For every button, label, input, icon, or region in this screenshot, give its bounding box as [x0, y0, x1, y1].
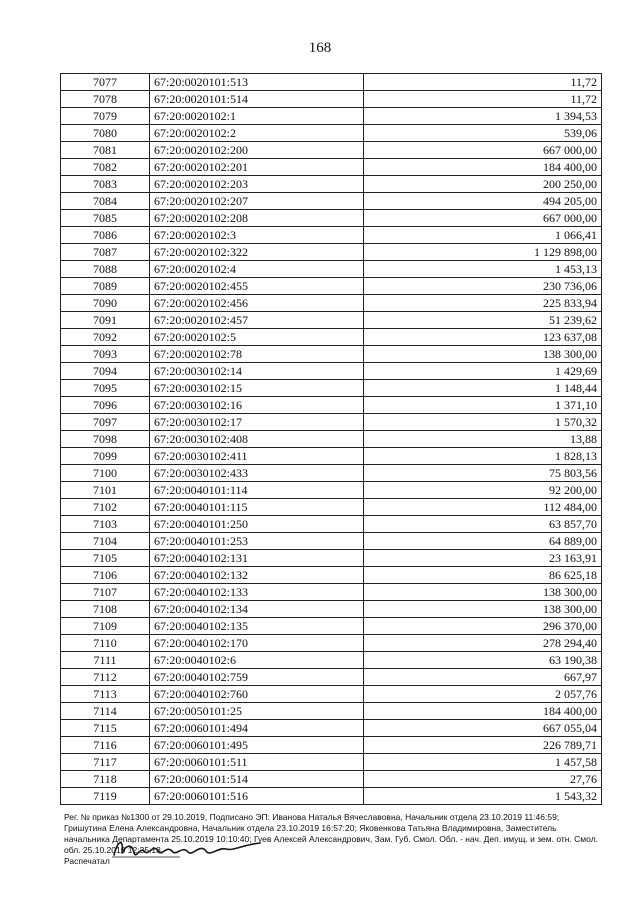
registration-text: Рег. № приказ №1300 от 29.10.2019, Подписано ЭП: Иванова Наталья Вячеславовна, Начальник отдела 23.10.2019 11:46:59; Гришутина Елена Александровна, Начальник отдела 23.10.2019 16:57:20; Яковенкова Татьяна Владимировна, Заместитель начальника Департамента 25.10.2019 10:10:40; Гуев Алексей Александрович, Зам. Губ. Смол. Обл. - нач. Деп. имущ. и зем. отн. Смол. обл. 25.10.2019 12:35:18, [64, 812, 599, 855]
table-row [61, 533, 602, 550]
table-row [61, 737, 602, 754]
row-number-cell: 7109 [61, 618, 150, 635]
cadastral-value-cell: 112 484,00 [364, 499, 602, 516]
cadastral-value-cell: 1 429,69 [364, 363, 602, 380]
cadastral-number-cell: 67:20:0020102:5 [150, 329, 364, 346]
table-row [61, 788, 602, 805]
cadastral-number-cell: 67:20:0040101:115 [150, 499, 364, 516]
table-row [61, 346, 602, 363]
cadastral-value-cell: 278 294,40 [364, 635, 602, 652]
cadastral-value-cell: 1 543,32 [364, 788, 602, 805]
cadastral-value-cell: 1 828,13 [364, 448, 602, 465]
cadastral-number-cell: 67:20:0020102:207 [150, 193, 364, 210]
row-number-cell: 7080 [61, 125, 150, 142]
cadastral-value-cell: 23 163,91 [364, 550, 602, 567]
table-row [61, 261, 602, 278]
cadastral-number-cell: 67:20:0040102:135 [150, 618, 364, 635]
cadastral-value-cell: 11,72 [364, 91, 602, 108]
cadastral-number-cell: 67:20:0040102:6 [150, 652, 364, 669]
cadastral-value-cell: 138 300,00 [364, 601, 602, 618]
cadastral-number-cell: 67:20:0020102:78 [150, 346, 364, 363]
row-number-cell: 7103 [61, 516, 150, 533]
cadastral-number-cell: 67:20:0060101:511 [150, 754, 364, 771]
cadastral-value-cell: 86 625,18 [364, 567, 602, 584]
table-row [61, 74, 602, 91]
row-number-cell: 7118 [61, 771, 150, 788]
cadastral-value-cell: 92 200,00 [364, 482, 602, 499]
row-number-cell: 7088 [61, 261, 150, 278]
table-row [61, 771, 602, 788]
row-number-cell: 7115 [61, 720, 150, 737]
cadastral-value-cell: 64 889,00 [364, 533, 602, 550]
cadastral-number-cell: 67:20:0030102:16 [150, 397, 364, 414]
cadastral-number-cell: 67:20:0050101:25 [150, 703, 364, 720]
row-number-cell: 7101 [61, 482, 150, 499]
cadastral-number-cell: 67:20:0040102:133 [150, 584, 364, 601]
cadastral-value-table [60, 73, 602, 805]
table-row [61, 363, 602, 380]
cadastral-number-cell: 67:20:0030102:411 [150, 448, 364, 465]
cadastral-value-cell: 225 833,94 [364, 295, 602, 312]
cadastral-value-cell: 1 066,41 [364, 227, 602, 244]
row-number-cell: 7105 [61, 550, 150, 567]
cadastral-number-cell: 67:20:0020102:208 [150, 210, 364, 227]
table-row [61, 584, 602, 601]
cadastral-value-cell: 1 129 898,00 [364, 244, 602, 261]
cadastral-number-cell: 67:20:0030102:433 [150, 465, 364, 482]
cadastral-number-cell: 67:20:0020102:4 [150, 261, 364, 278]
table-row [61, 295, 602, 312]
cadastral-value-cell: 230 736,06 [364, 278, 602, 295]
row-number-cell: 7111 [61, 652, 150, 669]
cadastral-value-cell: 200 250,00 [364, 176, 602, 193]
table-row [61, 244, 602, 261]
table-row [61, 210, 602, 227]
cadastral-number-cell: 67:20:0020102:455 [150, 278, 364, 295]
cadastral-value-cell: 27,76 [364, 771, 602, 788]
table-row [61, 193, 602, 210]
table-row [61, 159, 602, 176]
row-number-cell: 7098 [61, 431, 150, 448]
table-row [61, 567, 602, 584]
row-number-cell: 7091 [61, 312, 150, 329]
table-row [61, 686, 602, 703]
table-row [61, 601, 602, 618]
table-row [61, 176, 602, 193]
cadastral-value-cell: 1 457,58 [364, 754, 602, 771]
row-number-cell: 7100 [61, 465, 150, 482]
table-row [61, 380, 602, 397]
table-row [61, 278, 602, 295]
cadastral-value-cell: 2 057,76 [364, 686, 602, 703]
cadastral-number-cell: 67:20:0060101:495 [150, 737, 364, 754]
table-row [61, 142, 602, 159]
table-row [61, 329, 602, 346]
row-number-cell: 7097 [61, 414, 150, 431]
cadastral-number-cell: 67:20:0020102:457 [150, 312, 364, 329]
cadastral-value-cell: 667,97 [364, 669, 602, 686]
row-number-cell: 7112 [61, 669, 150, 686]
cadastral-number-cell: 67:20:0020101:514 [150, 91, 364, 108]
row-number-cell: 7093 [61, 346, 150, 363]
row-number-cell: 7108 [61, 601, 150, 618]
cadastral-number-cell: 67:20:0040102:132 [150, 567, 364, 584]
cadastral-number-cell: 67:20:0040102:170 [150, 635, 364, 652]
table-row [61, 482, 602, 499]
cadastral-value-cell: 138 300,00 [364, 584, 602, 601]
cadastral-value-cell: 63 190,38 [364, 652, 602, 669]
cadastral-value-cell: 184 400,00 [364, 703, 602, 720]
cadastral-number-cell: 67:20:0030102:17 [150, 414, 364, 431]
table-row [61, 397, 602, 414]
cadastral-number-cell: 67:20:0040102:131 [150, 550, 364, 567]
cadastral-value-cell: 1 453,13 [364, 261, 602, 278]
cadastral-number-cell: 67:20:0040101:114 [150, 482, 364, 499]
cadastral-number-cell: 67:20:0020101:513 [150, 74, 364, 91]
row-number-cell: 7078 [61, 91, 150, 108]
table-body [61, 74, 602, 805]
printed-by-label: Распечатал [64, 856, 110, 866]
cadastral-number-cell: 67:20:0020102:1 [150, 108, 364, 125]
row-number-cell: 7089 [61, 278, 150, 295]
table-row [61, 669, 602, 686]
cadastral-value-cell: 539,06 [364, 125, 602, 142]
table-row [61, 312, 602, 329]
cadastral-number-cell: 67:20:0060101:516 [150, 788, 364, 805]
table-row [61, 720, 602, 737]
cadastral-number-cell: 67:20:0040102:759 [150, 669, 364, 686]
handwritten-signature [110, 835, 270, 861]
row-number-cell: 7099 [61, 448, 150, 465]
cadastral-number-cell: 67:20:0040101:253 [150, 533, 364, 550]
table-row [61, 635, 602, 652]
cadastral-number-cell: 67:20:0030102:14 [150, 363, 364, 380]
table-row [61, 108, 602, 125]
row-number-cell: 7102 [61, 499, 150, 516]
cadastral-value-cell: 138 300,00 [364, 346, 602, 363]
row-number-cell: 7084 [61, 193, 150, 210]
cadastral-value-cell: 226 789,71 [364, 737, 602, 754]
table-row [61, 227, 602, 244]
cadastral-number-cell: 67:20:0040101:250 [150, 516, 364, 533]
cadastral-number-cell: 67:20:0020102:2 [150, 125, 364, 142]
cadastral-value-cell: 13,88 [364, 431, 602, 448]
cadastral-number-cell: 67:20:0060101:514 [150, 771, 364, 788]
row-number-cell: 7104 [61, 533, 150, 550]
table-row [61, 91, 602, 108]
row-number-cell: 7114 [61, 703, 150, 720]
cadastral-number-cell: 67:20:0040102:760 [150, 686, 364, 703]
cadastral-value-cell: 667 055,04 [364, 720, 602, 737]
table-row [61, 754, 602, 771]
cadastral-value-cell: 1 148,44 [364, 380, 602, 397]
table-row [61, 550, 602, 567]
cadastral-value-cell: 123 637,08 [364, 329, 602, 346]
cadastral-value-cell: 75 803,56 [364, 465, 602, 482]
cadastral-number-cell: 67:20:0030102:408 [150, 431, 364, 448]
row-number-cell: 7090 [61, 295, 150, 312]
row-number-cell: 7094 [61, 363, 150, 380]
row-number-cell: 7119 [61, 788, 150, 805]
table-row [61, 516, 602, 533]
row-number-cell: 7106 [61, 567, 150, 584]
cadastral-number-cell: 67:20:0020102:203 [150, 176, 364, 193]
row-number-cell: 7096 [61, 397, 150, 414]
page-number: 168 [308, 40, 332, 56]
row-number-cell: 7113 [61, 686, 150, 703]
cadastral-number-cell: 67:20:0020102:201 [150, 159, 364, 176]
row-number-cell: 7117 [61, 754, 150, 771]
cadastral-value-cell: 184 400,00 [364, 159, 602, 176]
cadastral-number-cell: 67:20:0020102:322 [150, 244, 364, 261]
row-number-cell: 7083 [61, 176, 150, 193]
cadastral-value-cell: 667 000,00 [364, 210, 602, 227]
cadastral-value-cell: 667 000,00 [364, 142, 602, 159]
row-number-cell: 7092 [61, 329, 150, 346]
table-row [61, 652, 602, 669]
cadastral-value-cell: 11,72 [364, 74, 602, 91]
cadastral-number-cell: 67:20:0020102:3 [150, 227, 364, 244]
row-number-cell: 7077 [61, 74, 150, 91]
cadastral-number-cell: 67:20:0040102:134 [150, 601, 364, 618]
table-row [61, 431, 602, 448]
row-number-cell: 7085 [61, 210, 150, 227]
table-row [61, 448, 602, 465]
table-row [61, 465, 602, 482]
row-number-cell: 7082 [61, 159, 150, 176]
row-number-cell: 7110 [61, 635, 150, 652]
table-row [61, 703, 602, 720]
cadastral-number-cell: 67:20:0020102:200 [150, 142, 364, 159]
row-number-cell: 7116 [61, 737, 150, 754]
cadastral-value-cell: 296 370,00 [364, 618, 602, 635]
cadastral-value-cell: 51 239,62 [364, 312, 602, 329]
cadastral-value-cell: 1 371,10 [364, 397, 602, 414]
cadastral-value-cell: 1 570,32 [364, 414, 602, 431]
row-number-cell: 7086 [61, 227, 150, 244]
cadastral-number-cell: 67:20:0030102:15 [150, 380, 364, 397]
row-number-cell: 7081 [61, 142, 150, 159]
table-row [61, 618, 602, 635]
table-row [61, 414, 602, 431]
row-number-cell: 7107 [61, 584, 150, 601]
row-number-cell: 7095 [61, 380, 150, 397]
row-number-cell: 7079 [61, 108, 150, 125]
cadastral-value-cell: 63 857,70 [364, 516, 602, 533]
cadastral-value-cell: 1 394,53 [364, 108, 602, 125]
cadastral-number-cell: 67:20:0060101:494 [150, 720, 364, 737]
table-row [61, 125, 602, 142]
cadastral-number-cell: 67:20:0020102:456 [150, 295, 364, 312]
cadastral-value-cell: 494 205,00 [364, 193, 602, 210]
table-row [61, 499, 602, 516]
row-number-cell: 7087 [61, 244, 150, 261]
